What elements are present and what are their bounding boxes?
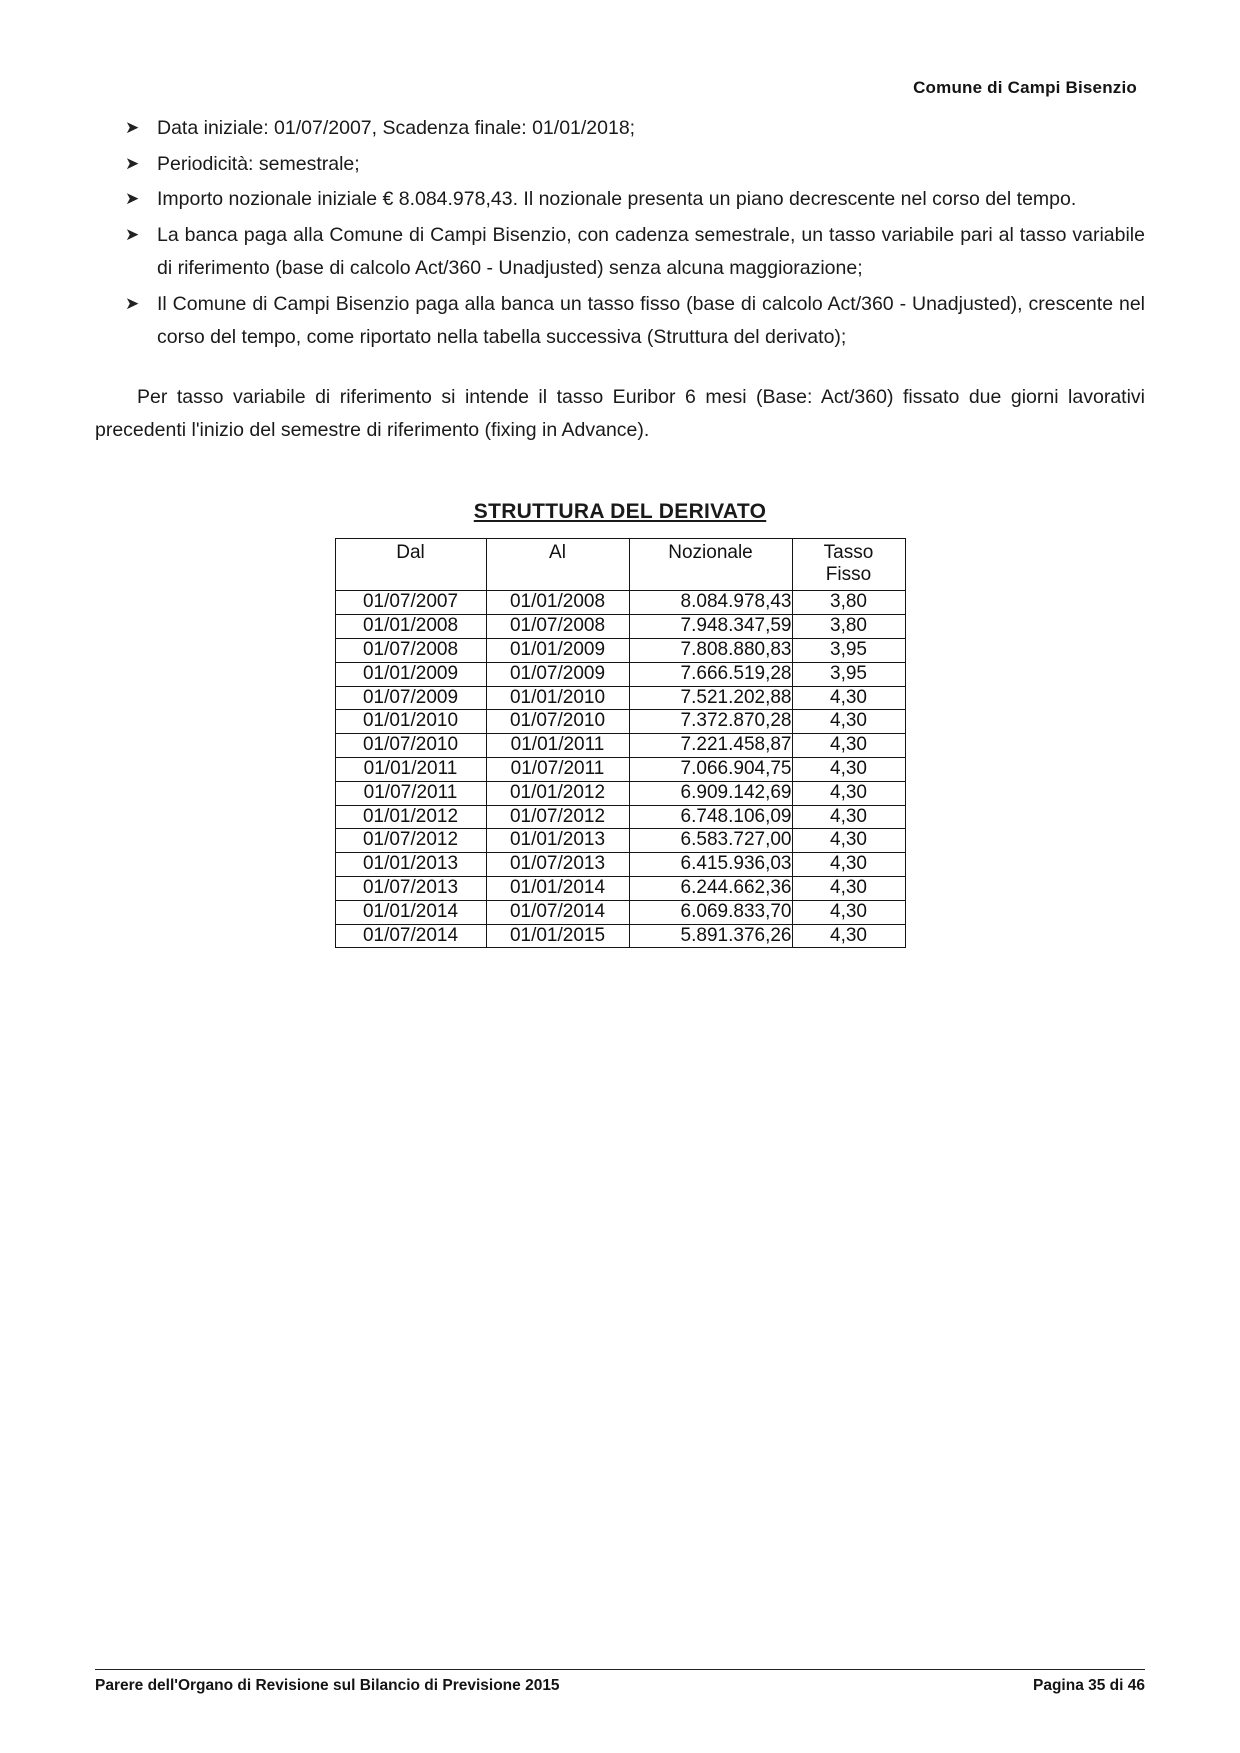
table-row	[335, 734, 905, 758]
cell-al: 01/07/2012	[486, 805, 629, 829]
cell-dal: 01/07/2009	[335, 686, 486, 710]
cell-al: 01/01/2010	[486, 686, 629, 710]
table-title: STRUTTURA DEL DERIVATO	[473, 499, 767, 523]
cell-dal: 01/07/2013	[335, 877, 486, 901]
cell-nozionale: 6.909.142,69	[629, 781, 792, 805]
cell-tasso: 4,30	[792, 853, 905, 877]
bullet-marker-icon: ➤	[125, 153, 140, 173]
bullet-marker-icon: ➤	[125, 293, 140, 313]
list-item-text: Importo nozionale iniziale € 8.084.978,43. Il nozionale presenta un piano decrescente nel corso del tempo.	[157, 188, 1077, 211]
table-row	[335, 615, 905, 639]
bullet-marker-icon: ➤	[125, 224, 140, 244]
cell-nozionale: 7.948.347,59	[629, 615, 792, 639]
column-header-tasso-line2: Fisso	[825, 563, 872, 585]
page-header: Comune di Campi Bisenzio	[913, 78, 1137, 97]
table-row	[335, 877, 905, 901]
list-item-text: Data iniziale: 01/07/2007, Scadenza finale: 01/01/2018;	[157, 117, 636, 139]
cell-al: 01/01/2011	[486, 734, 629, 758]
list-item	[95, 219, 1145, 286]
cell-dal: 01/07/2008	[335, 639, 486, 663]
table-row	[335, 924, 905, 948]
column-header-dal: Dal	[335, 538, 486, 591]
cell-al: 01/07/2010	[486, 710, 629, 734]
cell-al: 01/01/2014	[486, 877, 629, 901]
table-row	[335, 829, 905, 853]
cell-al: 01/01/2008	[486, 591, 629, 615]
cell-dal: 01/01/2012	[335, 805, 486, 829]
footer-left-text: Parere dell'Organo di Revisione sul Bilancio di Previsione 2015	[95, 1677, 560, 1694]
table-row	[335, 591, 905, 615]
list-item-text: Il Comune di Campi Bisenzio paga alla banca un tasso fisso (base di calcolo Act/360 - Unadjusted), crescente nel corso del tempo, come riportato nella tabella successiva (Struttura del derivato);	[157, 292, 1145, 349]
cell-dal: 01/01/2008	[335, 615, 486, 639]
table-row	[335, 639, 905, 663]
cell-al: 01/07/2011	[486, 758, 629, 782]
cell-tasso: 4,30	[792, 924, 905, 948]
list-item-text: La banca paga alla Comune di Campi Bisenzio, con cadenza semestrale, un tasso variabile pari al tasso variabile di riferimento (base di calcolo Act/360 - Unadjusted) senza alcuna maggiorazione;	[157, 223, 1145, 280]
cell-tasso: 4,30	[792, 734, 905, 758]
bullet-list	[95, 112, 1145, 355]
cell-dal: 01/01/2011	[335, 758, 486, 782]
cell-nozionale: 7.666.519,28	[629, 662, 792, 686]
cell-tasso: 4,30	[792, 686, 905, 710]
cell-al: 01/01/2013	[486, 829, 629, 853]
table-row	[335, 686, 905, 710]
table-header-row	[335, 538, 905, 591]
table-row	[335, 758, 905, 782]
cell-dal: 01/01/2013	[335, 853, 486, 877]
cell-dal: 01/07/2014	[335, 924, 486, 948]
cell-al: 01/01/2009	[486, 639, 629, 663]
cell-dal: 01/07/2012	[335, 829, 486, 853]
cell-dal: 01/07/2007	[335, 591, 486, 615]
table-row	[335, 710, 905, 734]
list-item	[95, 112, 1145, 146]
table-row	[335, 781, 905, 805]
page-footer	[95, 1669, 1145, 1695]
cell-nozionale: 7.808.880,83	[629, 639, 792, 663]
cell-nozionale: 7.372.870,28	[629, 710, 792, 734]
cell-nozionale: 7.066.904,75	[629, 758, 792, 782]
cell-tasso: 4,30	[792, 781, 905, 805]
table-row	[335, 805, 905, 829]
cell-tasso: 3,95	[792, 639, 905, 663]
cell-al: 01/07/2013	[486, 853, 629, 877]
cell-tasso: 4,30	[792, 877, 905, 901]
cell-al: 01/01/2012	[486, 781, 629, 805]
cell-dal: 01/01/2010	[335, 710, 486, 734]
cell-nozionale: 6.583.727,00	[629, 829, 792, 853]
cell-al: 01/01/2015	[486, 924, 629, 948]
column-header-al: Al	[486, 538, 629, 591]
cell-dal: 01/01/2009	[335, 662, 486, 686]
cell-al: 01/07/2009	[486, 662, 629, 686]
cell-dal: 01/07/2010	[335, 734, 486, 758]
cell-nozionale: 7.221.458,87	[629, 734, 792, 758]
cell-dal: 01/07/2011	[335, 781, 486, 805]
cell-nozionale: 7.521.202,88	[629, 686, 792, 710]
cell-tasso: 4,30	[792, 758, 905, 782]
cell-nozionale: 6.748.106,09	[629, 805, 792, 829]
cell-nozionale: 6.415.936,03	[629, 853, 792, 877]
cell-tasso: 3,80	[792, 615, 905, 639]
cell-al: 01/07/2008	[486, 615, 629, 639]
footer-page-number: Pagina 35 di 46	[1033, 1677, 1145, 1694]
table-body	[335, 591, 905, 948]
column-header-nozionale: Nozionale	[629, 538, 792, 591]
cell-tasso: 4,30	[792, 829, 905, 853]
list-item	[95, 288, 1145, 355]
table-row	[335, 900, 905, 924]
derivative-structure-table	[335, 538, 906, 949]
cell-tasso: 4,30	[792, 710, 905, 734]
cell-dal: 01/01/2014	[335, 900, 486, 924]
cell-nozionale: 6.069.833,70	[629, 900, 792, 924]
table-container	[95, 538, 1145, 949]
cell-nozionale: 8.084.978,43	[629, 591, 792, 615]
table-head	[335, 538, 905, 591]
table-row	[335, 853, 905, 877]
bullet-marker-icon: ➤	[125, 189, 140, 209]
column-header-tasso-fisso	[792, 538, 905, 591]
cell-nozionale: 5.891.376,26	[629, 924, 792, 948]
bullet-marker-icon: ➤	[125, 118, 140, 137]
cell-tasso: 3,95	[792, 662, 905, 686]
cell-tasso: 4,30	[792, 805, 905, 829]
body-paragraph: Per tasso variabile di riferimento si intende il tasso Euribor 6 mesi (Base: Act/360) fissato due giorni lavorativi precedenti l'inizio del semestre di riferimento (fixing in Advance).	[95, 385, 1145, 442]
table-row	[335, 662, 905, 686]
column-header-tasso-line1: Tasso	[823, 541, 874, 563]
list-item	[95, 183, 1145, 217]
cell-nozionale: 6.244.662,36	[629, 877, 792, 901]
cell-tasso: 4,30	[792, 900, 905, 924]
cell-al: 01/07/2014	[486, 900, 629, 924]
list-item	[95, 148, 1145, 182]
cell-tasso: 3,80	[792, 591, 905, 615]
list-item-text: Periodicità: semestrale;	[157, 152, 360, 175]
